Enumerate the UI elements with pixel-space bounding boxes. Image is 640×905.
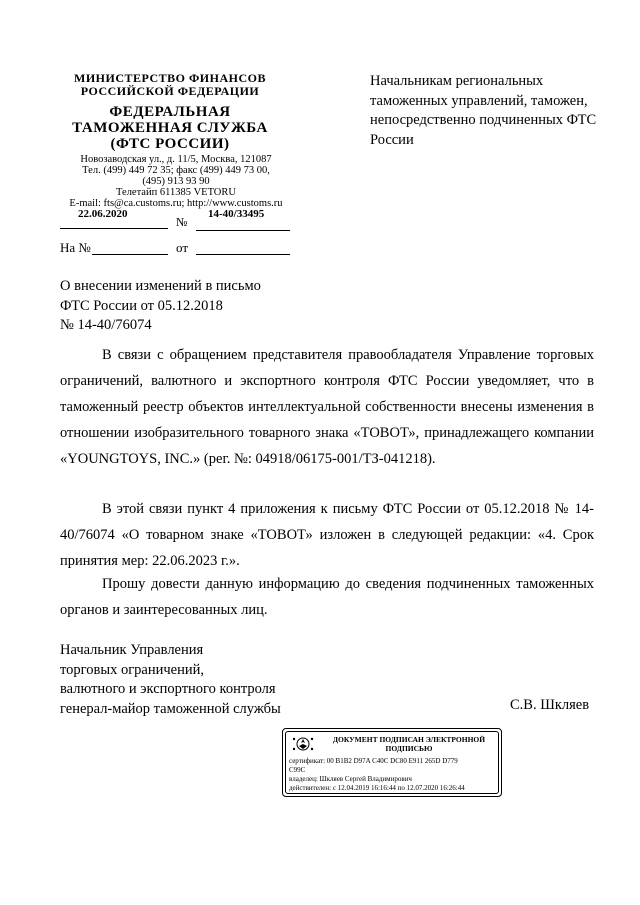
subject-line-2: ФТС России от 05.12.2018 [60,297,223,314]
ref-number-label: На № [60,240,91,255]
signer-position [60,641,340,719]
number-label: № [176,215,188,229]
position-line-1: Начальник Управления [60,642,204,658]
addressee: Начальникам региональных таможенных управлений, таможен, непосредственно подчиненных ФТС России [370,73,597,148]
position-line-3: валютного и экспортного контроля [60,681,276,697]
ministry-heading [60,72,280,98]
body-paragraph-2 [60,496,594,574]
ministry-line-2: РОССИЙСКОЙ ФЕДЕРАЦИИ [80,84,260,98]
registration-number: 14-40/33495 [208,208,265,220]
teletype-line: Телетайп 611385 VETORU [116,187,236,198]
email-line: E-mail: fts@ca.customs.ru; http://www.customs.ru [69,198,283,209]
phone-line-2: (495) 913 93 90 [142,176,210,187]
ref-date-underline [196,254,290,255]
date-underline [60,228,168,229]
service-line-1: ФЕДЕРАЛЬНАЯ [109,104,231,120]
position-line-2: торговых ограничений, [60,661,204,678]
ref-date-label: от [176,240,189,255]
electronic-signature-stamp [282,728,502,797]
address-block [56,154,296,209]
paragraph-text: Прошу довести данную информацию до сведения подчиненных таможенных органов и заинтересованных лиц. [60,576,594,618]
phone-line: Тел. (499) 449 72 35; факс (499) 449 73 00, [82,165,270,176]
service-heading [60,104,280,152]
paragraph-text: В этой связи пункт 4 приложения к письму ФТС России от 05.12.2018 № 14-40/76074 «О товарном знаке «ТОВОТ» изложен в следующей редакции: «4. Срок принятия мер: 22.06.2023 г.». [60,501,594,569]
subject-line-1: О внесении изменений в письмо [60,278,261,294]
validity-line: действителен: с 12.04.2019 16:16:44 по 12.07.2020 16:26:44 [289,784,465,792]
certificate-line-cont: C99C [289,766,306,774]
emblem-icon [290,734,316,754]
certificate-line: сертификат: 00 B1B2 D97A C40C DC80 E911 265D D779 [289,757,458,765]
number-underline [196,230,290,231]
subject [60,277,320,336]
stamp-title-line-2: ПОДПИСЬЮ [385,744,433,753]
body-paragraph-3 [60,571,594,623]
subject-line-3: № 14-40/76074 [60,317,152,333]
stamp-title [320,735,498,753]
ref-number-underline [92,254,168,255]
service-line-2: ТАМОЖЕННАЯ СЛУЖБА [72,120,268,136]
position-line-4: генерал-майор таможенной службы [60,700,281,717]
stamp-frame [285,731,499,794]
owner-line: владелец: Шкляев Сергей Владимирович [289,775,412,783]
registration-date: 22.06.2020 [78,208,128,220]
service-line-3: (ФТС РОССИИ) [110,136,230,152]
stamp-title-line-1: ДОКУМЕНТ ПОДПИСАН ЭЛЕКТРОННОЙ [332,735,486,744]
stamp-details [289,757,499,793]
signer-name: С.В. Шкляев [510,697,590,713]
body-paragraph-1 [60,342,594,472]
paragraph-text: В связи с обращением представителя правообладателя Управление торговых ограничений, валютного и экспортного контроля ФТС России уведомляет, что в таможенный реестр объектов интеллектуальной собственности внесены изменения в отношении изобразительного товарного знака «ТОВОТ», принадлежащего компании «YOUNGTOYS, INC.» (рег. №: 04918/06175-001/ТЗ-041218). [60,347,594,467]
address-line: Новозаводская ул., д. 11/5, Москва, 121087 [80,154,272,165]
ministry-line-1: МИНИСТЕРСТВО ФИНАНСОВ [74,71,266,85]
